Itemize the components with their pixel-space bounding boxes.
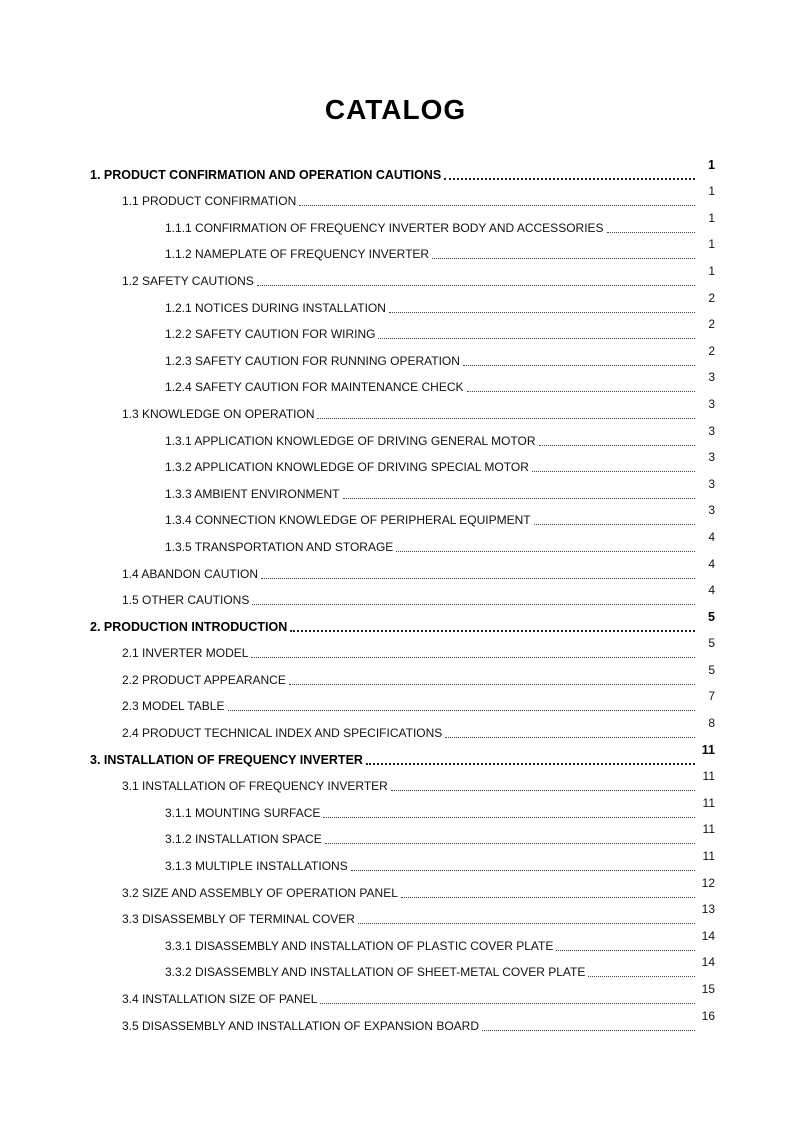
toc-entry-page: 12	[701, 875, 715, 890]
toc-entry-page: 1	[708, 184, 715, 199]
dot-leader	[588, 976, 695, 977]
toc-entry-label: 1.2 SAFETY CAUTIONS	[122, 273, 254, 288]
toc-entry	[90, 183, 715, 210]
dot-leader	[444, 178, 695, 180]
dot-leader	[358, 923, 695, 924]
toc-entry-label: 2.3 MODEL TABLE	[122, 699, 225, 714]
toc-entry	[90, 528, 715, 555]
toc-entry-page: 11	[701, 742, 715, 757]
dot-leader	[252, 604, 695, 605]
dot-leader	[445, 737, 695, 738]
toc-entry-page: 1	[708, 263, 715, 278]
toc-entry	[90, 289, 715, 316]
toc-entry-page: 11	[702, 822, 715, 837]
toc-entry-page: 3	[708, 476, 715, 491]
toc-entry	[90, 342, 715, 369]
toc-entry-label: 3.1.3 MULTIPLE INSTALLATIONS	[165, 859, 348, 874]
toc-entry-page: 13	[701, 902, 715, 917]
toc-entry-label: 1.2.3 SAFETY CAUTION FOR RUNNING OPERATION	[165, 353, 460, 368]
toc-entry-label: 3.3.2 DISASSEMBLY AND INSTALLATION OF SHEET-METAL COVER PLATE	[165, 965, 586, 980]
toc-entry-page: 3	[708, 370, 715, 385]
toc-entry	[90, 874, 715, 901]
toc-entry-label: 2.1 INVERTER MODEL	[122, 646, 249, 661]
toc-entry-label: 3.2 SIZE AND ASSEMBLY OF OPERATION PANEL	[122, 885, 398, 900]
toc-entry-label: 1.3.2 APPLICATION KNOWLEDGE OF DRIVING SPECIAL MOTOR	[165, 460, 529, 475]
toc-entry	[90, 688, 715, 715]
toc-entry-page: 1	[708, 237, 715, 252]
dot-leader	[351, 870, 695, 871]
toc-entry-page: 1	[708, 210, 715, 225]
toc-entry-label: 1.5 OTHER CAUTIONS	[122, 593, 250, 608]
toc-entry	[90, 209, 715, 236]
dot-leader	[251, 657, 695, 658]
dot-leader	[607, 232, 695, 233]
dot-leader	[534, 524, 695, 525]
dot-leader	[532, 471, 695, 472]
toc-entry	[90, 661, 715, 688]
toc-entry	[90, 236, 715, 263]
toc-entry	[90, 316, 715, 343]
toc-entry-page: 3	[708, 503, 715, 518]
dot-leader	[539, 445, 695, 446]
toc-entry-label: 3.5 DISASSEMBLY AND INSTALLATION OF EXPANSION BOARD	[122, 1018, 479, 1033]
toc-entry-label: 1.3.1 APPLICATION KNOWLEDGE OF DRIVING GENERAL MOTOR	[165, 433, 536, 448]
dot-leader	[317, 418, 695, 419]
toc-entry-page: 4	[708, 556, 715, 571]
toc-entry	[90, 635, 715, 662]
toc-entry-label: 1. PRODUCT CONFIRMATION AND OPERATION CAUTIONS	[90, 167, 442, 182]
toc-entry-label: 1.2.1 NOTICES DURING INSTALLATION	[165, 300, 386, 315]
dot-leader	[396, 551, 695, 552]
toc-entry-page: 2	[708, 343, 715, 358]
toc-entry-page: 3	[708, 450, 715, 465]
toc-entry	[90, 369, 715, 396]
toc-entry-label: 3.3.1 DISASSEMBLY AND INSTALLATION OF PLASTIC COVER PLATE	[165, 938, 554, 953]
dot-leader	[378, 338, 695, 339]
toc-entry	[90, 262, 715, 289]
dot-leader	[343, 498, 696, 499]
dot-leader	[432, 258, 695, 259]
toc-entry-label: 3.1.2 INSTALLATION SPACE	[165, 832, 322, 847]
page-title: CATALOG	[324, 94, 467, 125]
toc-entry-label: 3.4 INSTALLATION SIZE OF PANEL	[122, 992, 318, 1006]
toc-entry	[90, 927, 715, 954]
toc-entry-page: 5	[708, 662, 715, 677]
toc-entry-page: 5	[708, 636, 715, 651]
toc-entry	[90, 156, 715, 183]
dot-leader	[320, 1003, 695, 1004]
toc-entry-page: 4	[708, 583, 715, 598]
dot-leader	[228, 710, 696, 711]
dot-leader	[467, 391, 696, 392]
toc-entry-page: 11	[702, 849, 715, 864]
toc-entry	[90, 582, 715, 609]
dot-leader	[299, 205, 695, 206]
toc-list	[90, 156, 715, 1034]
toc-entry-page: 2	[708, 317, 715, 332]
toc-entry-page: 3	[708, 423, 715, 438]
dot-leader	[290, 630, 695, 632]
toc-entry-label: 1.3 KNOWLEDGE ON OPERATION	[122, 406, 315, 421]
toc-entry-page: 1	[708, 157, 715, 172]
toc-entry-label: 1.2.2 SAFETY CAUTION FOR WIRING	[165, 327, 376, 342]
toc-entry-page: 8	[708, 716, 715, 731]
toc-entry-page: 15	[701, 982, 715, 996]
toc-entry	[90, 714, 715, 741]
dot-leader	[257, 285, 695, 286]
toc-entry	[90, 847, 715, 874]
toc-entry	[90, 395, 715, 422]
toc-entry-label: 1.4 ABANDON CAUTION	[122, 566, 259, 581]
toc-entry-page: 3	[708, 396, 715, 411]
toc-entry-label: 1.3.5 TRANSPORTATION AND STORAGE	[165, 539, 394, 554]
toc-entry-label: 1.2.4 SAFETY CAUTION FOR MAINTENANCE CHECK	[165, 380, 464, 395]
dot-leader	[389, 312, 695, 313]
toc-entry-page: 7	[708, 689, 715, 704]
dot-leader	[289, 684, 695, 685]
toc-entry-page: 5	[708, 609, 715, 624]
toc-entry-label: 3.3 DISASSEMBLY OF TERMINAL COVER	[122, 912, 355, 927]
toc-entry-page: 11	[702, 795, 715, 810]
toc-entry-label: 1.1 PRODUCT CONFIRMATION	[122, 194, 297, 209]
toc-entry-label: 3.1 INSTALLATION OF FREQUENCY INVERTER	[122, 779, 388, 794]
dot-leader	[463, 365, 695, 366]
toc-entry	[90, 794, 715, 821]
toc-entry	[90, 449, 715, 476]
toc-entry-label: 1.1.2 NAMEPLATE OF FREQUENCY INVERTER	[165, 247, 430, 262]
toc-entry	[90, 1007, 715, 1034]
toc-entry	[90, 555, 715, 582]
toc-entry	[90, 422, 715, 449]
toc-entry	[90, 741, 715, 768]
toc-entry-label: 1.1.1 CONFIRMATION OF FREQUENCY INVERTER BODY AND ACCESSORIES	[165, 220, 604, 235]
toc-entry-page: 14	[701, 955, 715, 970]
toc-entry	[90, 901, 715, 928]
toc-entry	[90, 475, 715, 502]
toc-entry	[90, 768, 715, 795]
toc-entry	[90, 502, 715, 529]
toc-entry-page: 11	[702, 769, 715, 784]
dot-leader	[323, 817, 695, 818]
toc-entry-label: 1.3.3 AMBIENT ENVIRONMENT	[165, 486, 340, 501]
toc-entry	[90, 821, 715, 848]
dot-leader	[401, 897, 695, 898]
toc-entry-page: 2	[708, 290, 715, 305]
dot-leader	[366, 763, 695, 765]
toc-entry-page: 14	[701, 928, 715, 943]
toc-entry	[90, 954, 715, 981]
toc-entry-label: 3.1.1 MOUNTING SURFACE	[165, 805, 321, 820]
toc-entry	[90, 980, 715, 1007]
toc-entry-label: 3. INSTALLATION OF FREQUENCY INVERTER	[90, 752, 363, 767]
toc-entry-page: 4	[708, 529, 715, 544]
toc-entry-page: 16	[701, 1008, 715, 1023]
dot-leader	[325, 843, 695, 844]
toc-entry-label: 2. PRODUCTION INTRODUCTION	[90, 619, 288, 634]
dot-leader	[556, 950, 695, 951]
dot-leader	[391, 790, 695, 791]
toc-entry	[90, 608, 715, 635]
dot-leader	[482, 1030, 695, 1031]
toc-entry-label: 1.3.4 CONNECTION KNOWLEDGE OF PERIPHERAL EQUIPMENT	[165, 513, 531, 528]
dot-leader	[261, 578, 695, 579]
toc-entry-label: 2.4 PRODUCT TECHNICAL INDEX AND SPECIFICATIONS	[122, 726, 443, 741]
toc-entry-label: 2.2 PRODUCT APPEARANCE	[122, 672, 286, 687]
